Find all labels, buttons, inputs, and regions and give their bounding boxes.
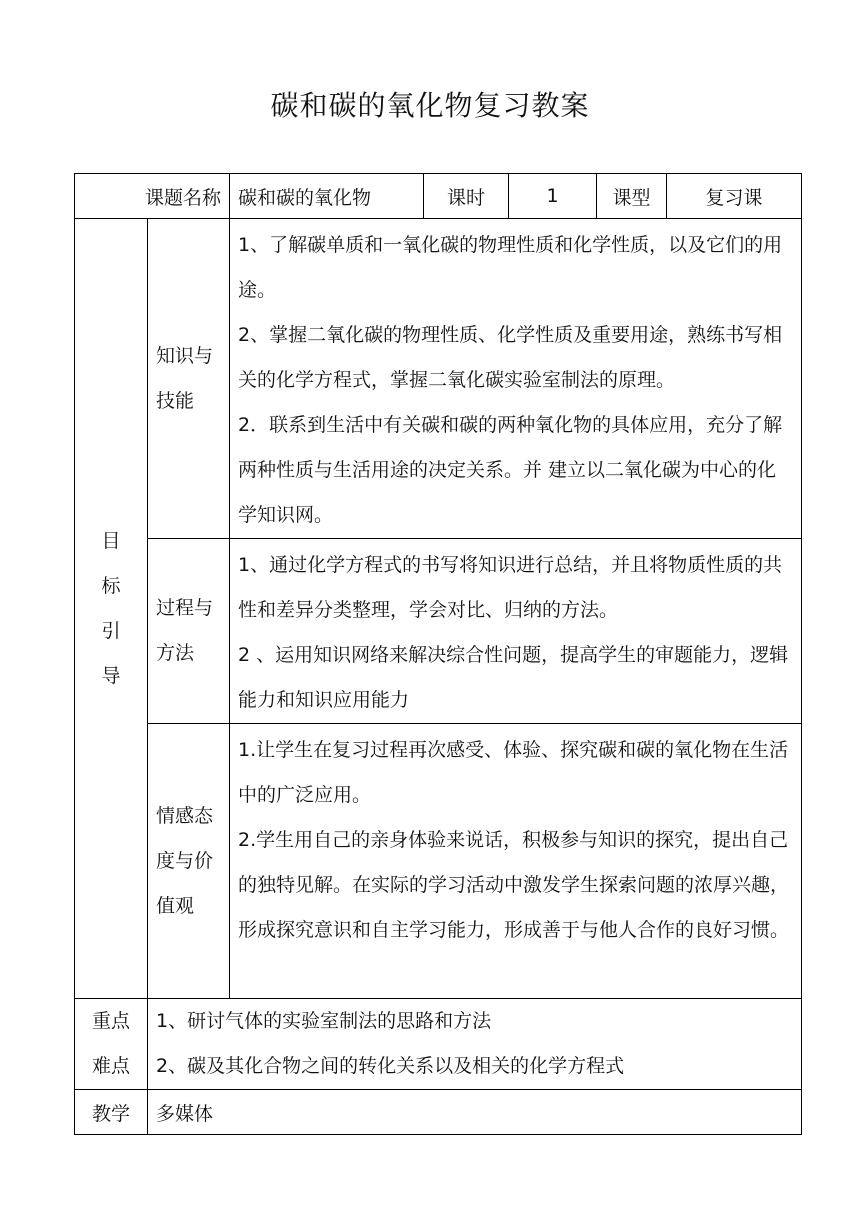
goal-process-row [75, 539, 802, 724]
key-points-content: 1、研讨气体的实验室制法的思路和方法 2、碳及其化合物之间的转化关系以及相关的化学方程式 [148, 999, 802, 1090]
goal-emotion-row [75, 724, 802, 999]
media-value: 多媒体 [148, 1090, 802, 1135]
type-value: 复习课 [667, 174, 802, 219]
goal-knowledge-row [75, 219, 802, 539]
emotion-content: 1.让学生在复习过程再次感受、体验、探究碳和碳的氧化物在生活中的广泛应用。 2.学生用自己的亲身体验来说话，积极参与知识的探究，提出自己的独特见解。在实际的学习活动中激发学生探索问题的浓厚兴趣，形成探究意识和自主学习能力，形成善于与他人合作的良好习惯。 [230, 724, 802, 999]
process-content: 1、通过化学方程式的书写将知识进行总结，并且将物质性质的共性和差异分类整理，学会对比、归纳的方法。 2 、运用知识网络来解决综合性问题，提高学生的审题能力，逻辑能力和知识应用能力 [230, 539, 802, 724]
topic-label: 课题名称 [75, 174, 230, 219]
topic-value: 碳和碳的氧化物 [230, 174, 424, 219]
knowledge-label: 知识与 技能 [148, 219, 230, 539]
hours-value: 1 [509, 174, 597, 219]
media-row [75, 1090, 802, 1135]
key-points-label: 重点 难点 [75, 999, 148, 1090]
hours-label: 课时 [424, 174, 509, 219]
process-label: 过程与 方法 [148, 539, 230, 724]
type-label: 课型 [597, 174, 667, 219]
media-label: 教学 [75, 1090, 148, 1135]
key-points-row [75, 999, 802, 1090]
knowledge-content: 1、了解碳单质和一氧化碳的物理性质和化学性质，以及它们的用途。 2、掌握二氧化碳的物理性质、化学性质及重要用途，熟练书写相关的化学方程式，掌握二氧化碳实验室制法的原理。 2．联系到生活中有关碳和碳的两种氧化物的具体应用，充分了解两种性质与生活用途的决定关系。并 建立以二氧化碳为中心的化学知识网。 [230, 219, 802, 539]
document-title: 碳和碳的氧化物复习教案 [270, 89, 590, 122]
header-row [75, 174, 802, 219]
lesson-plan-table [74, 173, 802, 1135]
goal-label: 目 标 引 导 [75, 219, 148, 999]
emotion-label: 情感态 度与价 值观 [148, 724, 230, 999]
